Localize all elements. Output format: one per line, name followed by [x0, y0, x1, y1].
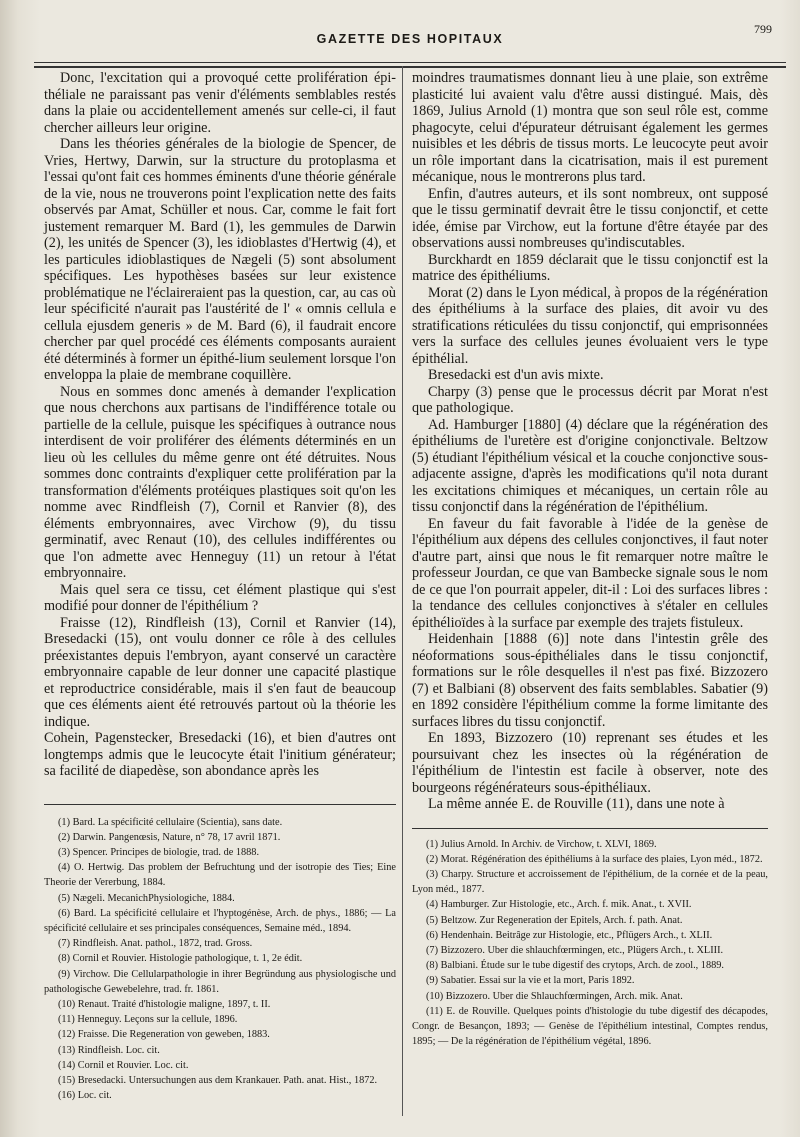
left-paragraph-3: Nous en sommes donc amenés à demander l'explication que nous cherchons aux partisans de l'indifférence totale ou partielle de la cellule, puisque les spécifiques à outrance nous interdisent de voir proliférer des éléments déterminés en un lieu où les cellules du même genre ont été détruites. Nous sommes donc contraints d'expliquer cette prolifération par la transformation d'éléments protéiques plastiques soit qu'on les nomme avec Rindfleish (7), Cornil et Ranvier (8), des éléments embryonnaires, avec Virchow (9), du tissu germinatif, avec Renaut (10), des cellules indifférentes ou que l'on admette avec Henneguy (11) un retour à l'état embryonnaire. — [44, 383, 396, 581]
column-divider — [402, 66, 403, 1116]
footnote: (6) Bard. La spécificité cellulaire et l'hyptogénèse, Arch. de phys., 1886; — La spécificité cellulaire et ses principales conséquences, Semaine méd., 1894. — [44, 907, 396, 934]
footnote: (9) Virchow. Die Cellularpathologie in ihrer Begründung aus physiologische und pathologische Gewebelehre, trad. fr. 1861. — [44, 968, 396, 995]
right-paragraph-8: En faveur du fait favorable à l'idée de la genèse de l'épithélium aux dépens des cellules conjonctives, il faut noter d'autre part, ainsi que nous le fit remarquer notre maître le professeur Jourdan, ce que van Bambecke signale sous le nom de ce que l'on pourrait appeler, dit-il : Loi des surfaces libres : la tendance des cellules conjonctives à s'étaler en cellules épithélioïdes à la surface par exemple des trajets fistuleux. — [412, 515, 768, 631]
footnote: (12) Fraisse. Die Regeneration von geweben, 1883. — [58, 1029, 270, 1041]
right-paragraph-4: Morat (2) dans le Lyon médical, à propos de la régénération des épithéliums à la surface des plaies, dit avoir vu des stratifications réticulées du tissu conjonctif, qui emprisonnées vers la surface des cellules jeunes évoluaient vers le type épithélial. — [412, 284, 768, 367]
footnote: (3) Charpy. Structure et accroissement de l'épithélium, de la cornée et de la peau, Lyon méd., 1877. — [412, 868, 768, 896]
footnote: (9) Sabatier. Essai sur la vie et la mort, Paris 1892. — [426, 975, 635, 987]
footnote: (6) Hendenhain. Beitrâge zur Histologie, etc., Pflügers Arch., t. XLII. — [426, 929, 713, 941]
right-paragraph-6: Charpy (3) pense que le processus décrit par Morat n'est que pathologique. — [412, 383, 768, 416]
left-column — [44, 70, 396, 1103]
footnote: (4) Hamburger. Zur Histologie, etc., Arch. f. mik. Anat., t. XVII. — [426, 899, 692, 911]
left-paragraph-2: Dans les théories générales de la biologie de Spencer, de Vries, Hertwy, Darwin, sur la structure du protoplasma et l'essai qu'ont fait ces hommes éminents d'une théorie générale de la vie, nous ne trouverons point l'explication nette des faits observés par Amat, Schüller et nous. Car, comme le fait fort justement remarquer M. Bard (1), les gemmules de Darwin (2), les unités de Spencer (3), les idioblastes d'Hertwig (4), et les particules idioblastiques de Nægeli (5) sont absolument spécifiques. Les hypothèses basées sur leur existence problématique ne l'éclaireraient pas la question, car, au cas où leur spécificité n'aurait pas l'austérité de l' « omnis cellula e cellula ejusdem generis » de M. Bard (6), il faudrait encore chercher par quel procédé ces éléments composants auraient été déterminés à former un épithé-lium seulement lorsque l'on enveloppa la plaie de membrane coquillère. — [44, 136, 396, 383]
left-footnotes — [44, 815, 396, 1104]
footnote: (13) Rindfleish. Loc. cit. — [58, 1044, 160, 1056]
footnote: (1) Julius Arnold. In Archiv. de Virchow, t. XLVI, 1869. — [426, 838, 657, 850]
left-footnote-rule — [44, 804, 396, 805]
footnote: (10) Bizzozero. Uber die Shlauchfœrmingen, Arch. mik. Anat. — [426, 990, 683, 1002]
footnote: (5) Nægeli. MecanichPhysiologiche, 1884. — [58, 892, 235, 904]
left-paragraph-4: Mais quel sera ce tissu, cet élément plastique qui s'est modifié pour donner de l'épithélium ? — [44, 581, 396, 614]
right-paragraph-7: Ad. Hamburger [1880] (4) déclare que la régénération des épithéliums de l'uretère est d'origine conjonctivale. Beltzow (5) étudiant l'épithélium vésical et la couche conjonctive sous-adjacente assigne, d'après les modifications qu'il nota durant les excitations chimiques et mécaniques, un certain rôle au tissu conjonctif dans la régénération de l'épithélium. — [412, 416, 768, 515]
header-rule-double — [34, 66, 786, 68]
header-rule — [34, 62, 786, 63]
footnote: (8) Cornil et Rouvier. Histologie pathologique, t. 1, 2e édit. — [58, 953, 303, 965]
running-title: GAZETTE DES HOPITAUX — [316, 32, 504, 46]
right-paragraph-2: Enfin, d'autres auteurs, et ils sont nombreux, ont supposé que le tissu germinatif devrait être le tissu conjonctif, et cette idée, émise par Virchow, eut la fortune d'être étayée par des observations aussi nombreuses qu'indiscutables. — [412, 185, 768, 251]
footnote: (7) Bizzozero. Uber die shlauchfœrmingen, etc., Plügers Arch., t. XLIII. — [426, 944, 724, 956]
footnote: (8) Balbiani. Étude sur le tube digestif des crytops, Arch. de zool., 1889. — [426, 960, 724, 972]
right-paragraph-3: Burckhardt en 1859 déclarait que le tissu conjonctif est la matrice des épithéliums. — [412, 251, 768, 284]
footnote: (11) Henneguy. Leçons sur la cellule, 1896. — [58, 1014, 238, 1026]
right-column — [412, 70, 768, 1049]
right-footnote-rule — [412, 828, 768, 829]
left-paragraph-5: Fraisse (12), Rindfleish (13), Cornil et Ranvier (14), Bresedacki (15), ont voulu donner ce rôle à des cellules préexistantes depuis l'embryon, ayant conservé un caractère embryonnaire capable de leur donner une capacité plastique et reproductrice considérable, mais il s'en faut de beaucoup que ces éléments aient été retrouvés partout où la théorie les indique. — [44, 614, 396, 730]
right-paragraph-1: moindres traumatismes donnant lieu à une plaie, son extrême plasticité lui avaient valu d'être aussi distingué. Mais, dès 1869, Julius Arnold (1) montra que son seul rôle est, comme phagocyte, celui d'épurateur détruisant également les germes nuisibles et les débris de tissus morts. Le leucocyte peut avoir un rôle important dans la cicatrisation, mais il est purement mécanique, nous le montrerons plus tard. — [412, 70, 768, 185]
right-paragraph-9: Heidenhain [1888 (6)] note dans l'intestin grêle des néoformations sous-épithéliales dans le tissu conjonctif, formations sur le rôle desquelles il n'est pas fixé. Bizzozero (7) et Balbiani (8) observent des faits semblables. Sabatier (9) en 1892 considère l'épithélium comme la forme limitante des surfaces libres du tissu conjonctif. — [412, 631, 768, 730]
left-paragraph-6: Cohein, Pagenstecker, Bresedacki (16), et bien d'autres ont longtemps admis que le leucocyte était l'initium générateur; sa facilité de diapedèse, son abondance après les — [44, 730, 396, 779]
page-header — [40, 20, 780, 60]
footnote: (2) Darwin. Pangenœsis, Nature, n° 78, 17 avril 1871. — [58, 831, 281, 843]
right-footnotes — [412, 837, 768, 1050]
footnote: (5) Beltzow. Zur Regeneration der Epitels, Arch. f. path. Anat. — [426, 914, 683, 926]
footnote: (1) Bard. La spécificité cellulaire (Scientia), sans date. — [58, 816, 283, 828]
footnote: (10) Renaut. Traité d'histologie maligne, 1897, t. II. — [58, 998, 271, 1010]
footnote: (11) E. de Rouville. Quelques points d'histologie du tube digestif des décapodes, Congr. de Besançon, 1893; — Genèse de l'épithélium intestinal, Comptes rendus, 1895; — De la régénération de l'épithélium végétal, 1896. — [412, 1005, 768, 1048]
footnote: (15) Bresedacki. Untersuchungen aus dem Krankauer. Path. anat. Hist., 1872. — [58, 1074, 378, 1086]
page-number: 799 — [754, 22, 772, 36]
right-paragraph-10: En 1893, Bizzozero (10) reprenant ses études et les poursuivant chez les insectes où la régénération de l'épithélium de l'intestin est facile à observer, note des bourgeons régénérateurs sous-épithéliaux. — [412, 730, 768, 796]
right-paragraph-5: Bresedacki est d'un avis mixte. — [428, 367, 604, 383]
footnote: (4) O. Hertwig. Das problem der Befruchtung und der isotropie des Ties; Eine Theorie der Vererbung, 1884. — [44, 862, 396, 889]
footnote: (7) Rindfleish. Anat. pathol., 1872, trad. Gross. — [58, 938, 253, 950]
footnote: (16) Loc. cit. — [58, 1090, 112, 1102]
footnote: (14) Cornil et Rouvier. Loc. cit. — [58, 1059, 189, 1071]
left-paragraph-1: Donc, l'excitation qui a provoqué cette prolifération épi-théliale ne paraissant pas venir d'éléments semblables restés dans la plaie ou accidentellement amenés sur celle-ci, il faut chercher ailleurs leur origine. — [44, 70, 396, 136]
footnote: (3) Spencer. Principes de biologie, trad. de 1888. — [58, 846, 260, 858]
right-paragraph-11: La même année E. de Rouville (11), dans une note à — [428, 796, 725, 812]
footnote: (2) Morat. Régénération des épithéliums à la surface des plaies, Lyon méd., 1872. — [426, 853, 763, 865]
